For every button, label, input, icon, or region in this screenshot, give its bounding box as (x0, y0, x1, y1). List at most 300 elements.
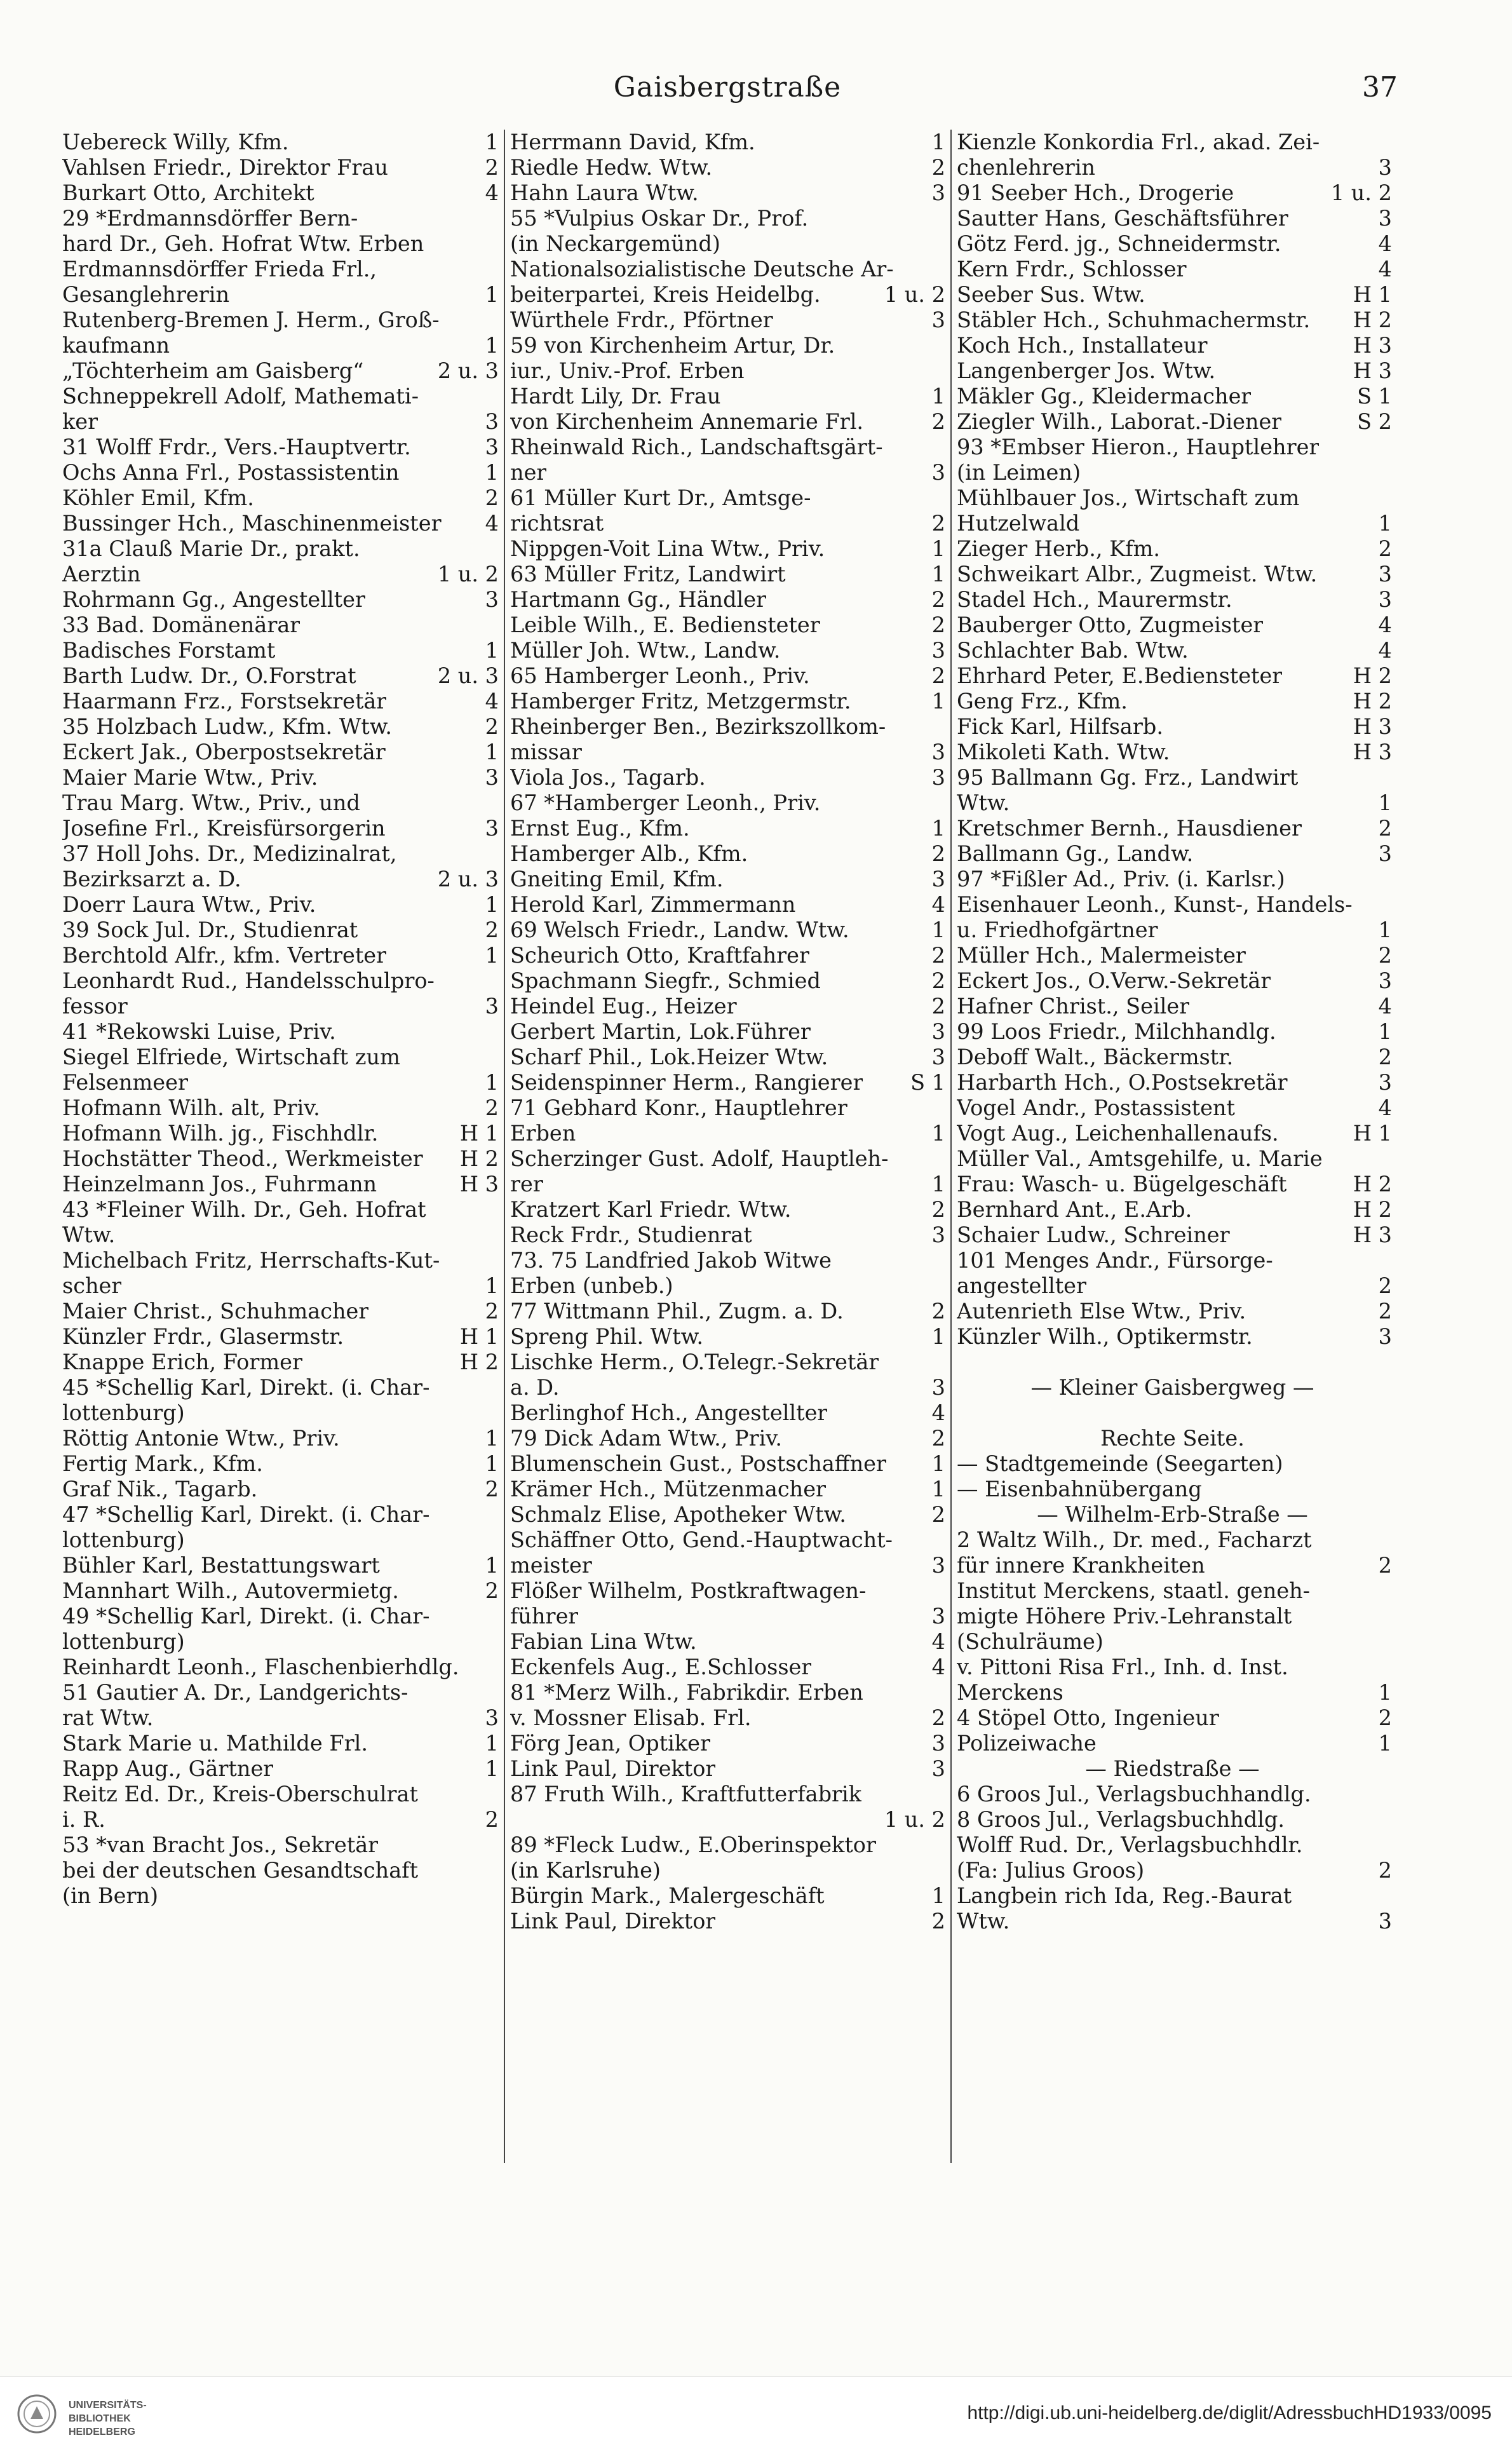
entry-text: „Töchterheim am Gaisberg“ (62, 358, 364, 383)
entry-floor (942, 485, 945, 511)
entry-floor: 1 (931, 1324, 945, 1349)
entry-text: Herrmann David, Kfm. (510, 130, 755, 154)
directory-entry (957, 638, 1392, 663)
entry-text: — Stadtgemeinde (Seegarten) (957, 1451, 1283, 1476)
entry-floor: 1 (1378, 790, 1392, 815)
entry-text: Reitz Ed. Dr., Kreis-Oberschulrat (62, 1782, 418, 1806)
entry-text: Riedle Hedw. Wtw. (510, 155, 713, 180)
column-middle (504, 130, 950, 2163)
directory-entry (62, 1553, 499, 1578)
entry-floor (495, 1858, 499, 1883)
entry-text: Autenrieth Else Wtw., Priv. (957, 1299, 1246, 1324)
entry-floor: 2 (1378, 1705, 1392, 1730)
entry-floor (942, 1858, 945, 1883)
directory-entry (62, 943, 499, 968)
viewer-footer (0, 2376, 1512, 2459)
entry-text: Gerbert Martin, Lok.Führer (510, 1019, 811, 1044)
entry-floor: 1 (931, 816, 945, 841)
directory-entry (510, 1731, 945, 1756)
entry-text: Ziegler Wilh., Laborat.-Diener (957, 409, 1282, 434)
entry-floor (495, 231, 499, 257)
entry-floor: 1 (931, 130, 945, 154)
entry-text: Flößer Wilhelm, Postkraftwagen- (510, 1578, 867, 1603)
entry-floor: 1 (931, 1121, 945, 1146)
directory-entry (510, 1553, 945, 1578)
entry-floor: 2 (931, 409, 945, 434)
directory-entry (957, 231, 1392, 257)
directory-entry (957, 816, 1392, 841)
directory-entry (62, 384, 499, 409)
directory-entry (957, 968, 1392, 994)
entry-floor (1388, 1451, 1392, 1477)
entry-text: Michelbach Fritz, Herrschafts-Kut- (62, 1248, 440, 1273)
entry-floor (942, 206, 945, 231)
entry-floor: 3 (931, 765, 945, 790)
directory-entry (957, 511, 1392, 536)
directory-entry (510, 155, 945, 180)
entry-text: Erdmannsdörffer Frieda Frl., (62, 257, 377, 281)
directory-entry (510, 1400, 945, 1426)
directory-entry (510, 358, 945, 384)
directory-entry (510, 1273, 945, 1299)
directory-entry (957, 1273, 1392, 1299)
entry-floor: 3 (1378, 1070, 1392, 1095)
column-right (950, 130, 1397, 2163)
directory-entry (62, 1324, 499, 1350)
entry-floor: 3 (931, 1731, 945, 1756)
entry-text: (in Leimen) (957, 460, 1081, 485)
directory-entry (957, 1350, 1392, 1375)
entry-text: rer (510, 1172, 543, 1196)
entry-floor: 2 (1378, 1273, 1392, 1298)
directory-entry (957, 1121, 1392, 1146)
entry-floor: 3 (1378, 587, 1392, 612)
directory-entry (957, 333, 1392, 358)
entry-text: angestellter (957, 1273, 1087, 1298)
entry-floor: 1 (1378, 918, 1392, 942)
directory-entry (62, 206, 499, 231)
entry-floor: 1 (931, 1451, 945, 1476)
entry-text: Kienzle Konkordia Frl., akad. Zei- (957, 130, 1320, 154)
entry-text: Josefine Frl., Kreisfürsorgerin (62, 816, 386, 841)
entry-floor (495, 257, 499, 282)
entry-text: Blumenschein Gust., Postschaffner (510, 1451, 887, 1476)
entry-floor (1308, 1502, 1312, 1528)
entry-floor: 1 (1378, 511, 1392, 536)
entry-floor: 2 (1378, 1045, 1392, 1069)
entry-text: lottenburg) (62, 1528, 185, 1552)
entry-text: Mäkler Gg., Kleidermacher (957, 384, 1252, 409)
directory-entry (62, 1629, 499, 1655)
directory-entry (510, 308, 945, 333)
entry-text: Herold Karl, Zimmermann (510, 892, 796, 917)
entry-text: i. R. (62, 1807, 105, 1832)
entry-floor: S 2 (1357, 409, 1392, 434)
entry-text: 95 Ballmann Gg. Frz., Landwirt (957, 765, 1299, 790)
entry-text: 87 Fruth Wilh., Kraftfutterfabrik (510, 1782, 862, 1806)
entry-floor: 1 (1378, 1731, 1392, 1756)
directory-entry (957, 689, 1392, 714)
directory-entry (510, 1680, 945, 1705)
entry-floor: 3 (1378, 1324, 1392, 1349)
source-url-link[interactable]: http://digi.ub.uni-heidelberg.de/diglit/AdressbuchHD1933/0095 (967, 2402, 1492, 2423)
entry-floor (942, 1832, 945, 1858)
entry-floor (1388, 1807, 1392, 1832)
entry-floor (1388, 1832, 1392, 1858)
directory-entry (957, 994, 1392, 1019)
entry-text: Knappe Erich, Former (62, 1350, 302, 1374)
entry-floor: 3 (1378, 968, 1392, 993)
entry-floor (495, 1197, 499, 1223)
entry-floor: H 3 (459, 1172, 499, 1196)
entry-text: Würthele Frdr., Pförtner (510, 308, 773, 332)
entry-text: Hamberger Alb., Kfm. (510, 841, 748, 866)
entry-floor: 2 (931, 587, 945, 612)
entry-text: Stark Marie u. Mathilde Frl. (62, 1731, 368, 1756)
directory-entry (957, 1832, 1392, 1858)
entry-floor (942, 1248, 945, 1273)
entry-text: rat Wtw. (62, 1705, 154, 1730)
entry-floor: 3 (931, 740, 945, 764)
entry-floor (1388, 1782, 1392, 1807)
directory-entry (62, 638, 499, 663)
directory-entry (510, 1502, 945, 1528)
entry-floor: H 2 (459, 1146, 499, 1171)
entry-text: Wtw. (957, 790, 1010, 815)
entry-text: 63 Müller Fritz, Landwirt (510, 562, 786, 586)
entry-floor: 3 (931, 180, 945, 205)
entry-text: Trau Marg. Wtw., Priv., und (62, 790, 360, 815)
entry-floor: 1 (931, 918, 945, 942)
directory-entry (510, 511, 945, 536)
entry-text: Eckert Jos., O.Verw.-Sekretär (957, 968, 1271, 993)
directory-entry (957, 1782, 1392, 1807)
entry-text: — Riedstraße — (1085, 1756, 1260, 1781)
entry-floor: 1 (931, 1172, 945, 1196)
entry-text: Ochs Anna Frl., Postassistentin (62, 460, 400, 485)
entry-text: Zieger Herb., Kfm. (957, 536, 1161, 561)
entry-floor (495, 1604, 499, 1629)
entry-text: Burkart Otto, Architekt (62, 180, 314, 205)
directory-columns (57, 130, 1398, 2163)
directory-entry (510, 1045, 945, 1070)
entry-text: — Kleiner Gaisbergweg — (1030, 1375, 1314, 1400)
directory-entry (62, 562, 499, 587)
entry-floor: 3 (931, 1756, 945, 1781)
directory-entry (62, 1299, 499, 1324)
entry-floor (1388, 1604, 1392, 1629)
entry-floor: 2 (485, 1095, 499, 1120)
entry-floor (942, 790, 945, 816)
directory-entry (510, 1782, 945, 1807)
directory-entry (957, 1375, 1392, 1400)
entry-text: 51 Gautier A. Dr., Landgerichts- (62, 1680, 408, 1705)
entry-floor (495, 536, 499, 562)
entry-text: Fertig Mark., Kfm. (62, 1451, 263, 1476)
entry-text: Hardt Lily, Dr. Frau (510, 384, 721, 409)
directory-entry (62, 1680, 499, 1705)
directory-entry (510, 460, 945, 485)
directory-entry (62, 689, 499, 714)
entry-floor: 2 u. 3 (437, 358, 499, 383)
entry-text: Bezirksarzt a. D. (62, 867, 241, 891)
directory-entry (957, 155, 1392, 180)
directory-entry (957, 587, 1392, 613)
entry-text: 45 *Schellig Karl, Direkt. (i. Char- (62, 1375, 430, 1400)
entry-text: Link Paul, Direktor (510, 1756, 716, 1781)
entry-floor: 1 (931, 689, 945, 714)
entry-floor: 4 (931, 892, 945, 917)
directory-entry (957, 1477, 1392, 1502)
entry-floor: 1 (485, 1451, 499, 1476)
directory-entry (510, 1324, 945, 1350)
directory-entry (62, 257, 499, 282)
entry-floor (942, 1350, 945, 1375)
entry-floor: H 2 (1353, 1197, 1392, 1222)
entry-text: Künzler Wilh., Optikermstr. (957, 1324, 1253, 1349)
entry-floor (942, 333, 945, 358)
entry-text: 47 *Schellig Karl, Direkt. (i. Char- (62, 1502, 430, 1527)
directory-entry (62, 1782, 499, 1807)
entry-text: Rheinberger Ben., Bezirkszollkom- (510, 714, 886, 739)
entry-floor: H 1 (459, 1121, 499, 1146)
directory-entry (510, 892, 945, 918)
directory-entry (957, 562, 1392, 587)
entry-floor: H 2 (1353, 1172, 1392, 1196)
entry-text: 89 *Fleck Ludw., E.Oberinspektor (510, 1832, 876, 1857)
entry-floor: H 2 (1353, 689, 1392, 714)
entry-text: Sautter Hans, Geschäftsführer (957, 206, 1288, 231)
entry-text: 91 Seeber Hch., Drogerie (957, 180, 1234, 205)
entry-floor: 1 (931, 536, 945, 561)
directory-entry (957, 841, 1392, 867)
entry-floor: 4 (485, 511, 499, 536)
entry-floor (942, 1528, 945, 1553)
entry-text: Haarmann Frz., Forstsekretär (62, 689, 387, 714)
library-seal-icon (17, 2394, 57, 2434)
running-head (57, 71, 1398, 109)
directory-entry (957, 790, 1392, 816)
entry-floor (1388, 867, 1392, 892)
directory-entry (510, 1807, 945, 1832)
directory-entry (957, 358, 1392, 384)
directory-entry (957, 1248, 1392, 1273)
directory-entry (957, 943, 1392, 968)
entry-floor: 2 (485, 1477, 499, 1501)
directory-entry (957, 892, 1392, 918)
entry-text: Nationalsozialistische Deutsche Ar- (510, 257, 894, 281)
directory-entry (510, 435, 945, 460)
entry-text: Geng Frz., Kfm. (957, 689, 1128, 714)
directory-entry (957, 1223, 1392, 1248)
directory-entry (957, 1528, 1392, 1553)
directory-entry (510, 257, 945, 282)
entry-floor: 3 (485, 816, 499, 841)
entry-text: Badisches Forstamt (62, 638, 276, 663)
entry-text: Köhler Emil, Kfm. (62, 485, 254, 510)
directory-entry (62, 1426, 499, 1451)
directory-entry (957, 460, 1392, 485)
entry-floor (942, 231, 945, 257)
entry-text: Kratzert Karl Friedr. Wtw. (510, 1197, 792, 1222)
directory-entry (62, 435, 499, 460)
entry-text: Ehrhard Peter, E.Bediensteter (957, 663, 1283, 688)
entry-floor (495, 384, 499, 409)
entry-text: scher (62, 1273, 122, 1298)
entry-text: Schaier Ludw., Schreiner (957, 1223, 1230, 1247)
entry-floor: 1 (931, 562, 945, 586)
entry-floor (942, 257, 945, 282)
entry-floor: 1 (485, 1070, 499, 1095)
entry-floor: 3 (1378, 155, 1392, 180)
entry-text: Bürgin Mark., Malergeschäft (510, 1883, 825, 1908)
entry-floor (495, 841, 499, 867)
library-name (69, 2399, 147, 2439)
directory-entry (510, 1883, 945, 1909)
entry-floor (495, 1223, 499, 1248)
entry-floor (942, 1273, 945, 1299)
entry-text: Aerztin (62, 562, 141, 586)
directory-entry (62, 841, 499, 867)
directory-entry (957, 1705, 1392, 1731)
entry-text: Deboff Walt., Bäckermstr. (957, 1045, 1234, 1069)
directory-entry (510, 1172, 945, 1197)
entry-floor (1388, 1400, 1392, 1426)
entry-text: Hutzelwald (957, 511, 1080, 536)
entry-floor (1388, 1629, 1392, 1655)
entry-text: Heinzelmann Jos., Fuhrmann (62, 1172, 377, 1196)
entry-floor: 3 (485, 994, 499, 1019)
directory-entry (510, 1095, 945, 1121)
entry-floor: 4 (931, 1629, 945, 1654)
directory-entry (510, 1909, 945, 1934)
entry-text: Institut Merckens, staatl. geneh- (957, 1578, 1311, 1603)
directory-entry (957, 1172, 1392, 1197)
entry-floor: 4 (1378, 257, 1392, 281)
entry-text: Nippgen-Voit Lina Wtw., Priv. (510, 536, 825, 561)
entry-text: 99 Loos Friedr., Milchhandlg. (957, 1019, 1276, 1044)
directory-entry (62, 1248, 499, 1273)
entry-text: Frau: Wasch- u. Bügelgeschäft (957, 1172, 1287, 1196)
entry-floor: 2 (931, 613, 945, 637)
entry-floor (1388, 1350, 1392, 1375)
directory-entry (957, 282, 1392, 308)
entry-floor: 3 (485, 587, 499, 612)
directory-entry (62, 1731, 499, 1756)
entry-floor: 2 (931, 841, 945, 866)
directory-entry (62, 1146, 499, 1172)
directory-entry (510, 282, 945, 308)
directory-entry (62, 536, 499, 562)
directory-entry (510, 663, 945, 689)
entry-floor (495, 1045, 499, 1070)
directory-entry (957, 613, 1392, 638)
directory-entry (957, 1324, 1392, 1350)
entry-text: Scharf Phil., Lok.Heizer Wtw. (510, 1045, 828, 1069)
directory-entry (510, 1451, 945, 1477)
entry-text: Koch Hch., Installateur (957, 333, 1208, 358)
directory-entry (957, 867, 1392, 892)
entry-text: 59 von Kirchenheim Artur, Dr. (510, 333, 835, 358)
entry-floor (495, 968, 499, 994)
entry-text: Harbarth Hch., O.Postsekretär (957, 1070, 1288, 1095)
entry-floor: H 3 (1353, 358, 1392, 383)
directory-entry (957, 1909, 1392, 1934)
entry-text: ner (510, 460, 547, 485)
directory-entry (62, 1375, 499, 1400)
entry-text: v. Mossner Elisab. Frl. (510, 1705, 752, 1730)
directory-entry (510, 1121, 945, 1146)
directory-entry (510, 1248, 945, 1273)
entry-text: 8 Groos Jul., Verlagsbuchhdlg. (957, 1807, 1285, 1832)
entry-text: 39 Sock Jul. Dr., Studienrat (62, 918, 358, 942)
library-logo[interactable] (17, 2394, 258, 2444)
entry-text: Seidenspinner Herm., Rangierer (510, 1070, 863, 1095)
entry-floor (942, 714, 945, 740)
entry-floor (495, 1680, 499, 1705)
entry-floor: 1 (485, 130, 499, 154)
directory-entry (62, 308, 499, 333)
directory-entry (62, 1019, 499, 1045)
directory-entry (957, 1680, 1392, 1705)
entry-text: — Eisenbahnübergang (957, 1477, 1202, 1501)
entry-floor: 4 (931, 1400, 945, 1425)
entry-text: 93 *Embser Hieron., Hauptlehrer (957, 435, 1320, 459)
entry-text: lottenburg) (62, 1400, 185, 1425)
entry-text: 37 Holl Johs. Dr., Medizinalrat, (62, 841, 397, 866)
directory-entry (510, 333, 945, 358)
directory-entry (510, 206, 945, 231)
entry-floor (495, 206, 499, 231)
entry-floor: 3 (931, 460, 945, 485)
entry-text: 31 Wolff Frdr., Vers.-Hauptvertr. (62, 435, 411, 459)
directory-entry (957, 536, 1392, 562)
entry-text: (Schulräume) (957, 1629, 1104, 1654)
entry-text: Berlinghof Hch., Angestellter (510, 1400, 828, 1425)
entry-floor: 2 (931, 663, 945, 688)
entry-floor (495, 1248, 499, 1273)
entry-floor: 1 (485, 333, 499, 358)
entry-text: Maier Christ., Schuhmacher (62, 1299, 369, 1324)
directory-entry (510, 1629, 945, 1655)
entry-floor: 1 (931, 1477, 945, 1501)
directory-entry (62, 1705, 499, 1731)
entry-floor: 2 (931, 968, 945, 993)
directory-entry (957, 1426, 1392, 1451)
entry-floor: H 3 (1353, 714, 1392, 739)
entry-text: für innere Krankheiten (957, 1553, 1205, 1578)
entry-text: — Wilhelm-Erb-Straße — (1037, 1502, 1308, 1527)
entry-floor (942, 1782, 945, 1807)
entry-floor (495, 613, 499, 638)
entry-floor: 2 (485, 918, 499, 942)
entry-floor (495, 308, 499, 333)
entry-floor: 1 (485, 892, 499, 917)
directory-entry (510, 1426, 945, 1451)
directory-entry (62, 155, 499, 180)
entry-floor: 4 (1378, 638, 1392, 663)
entry-text: 4 Stöpel Otto, Ingenieur (957, 1705, 1219, 1730)
directory-entry (957, 1019, 1392, 1045)
directory-entry (62, 1223, 499, 1248)
directory-entry (62, 994, 499, 1019)
directory-entry (957, 1197, 1392, 1223)
directory-entry (510, 714, 945, 740)
entry-floor (1388, 435, 1392, 460)
entry-floor: 3 (931, 1223, 945, 1247)
entry-text: Krämer Hch., Mützenmacher (510, 1477, 827, 1501)
entry-floor (942, 1095, 945, 1121)
